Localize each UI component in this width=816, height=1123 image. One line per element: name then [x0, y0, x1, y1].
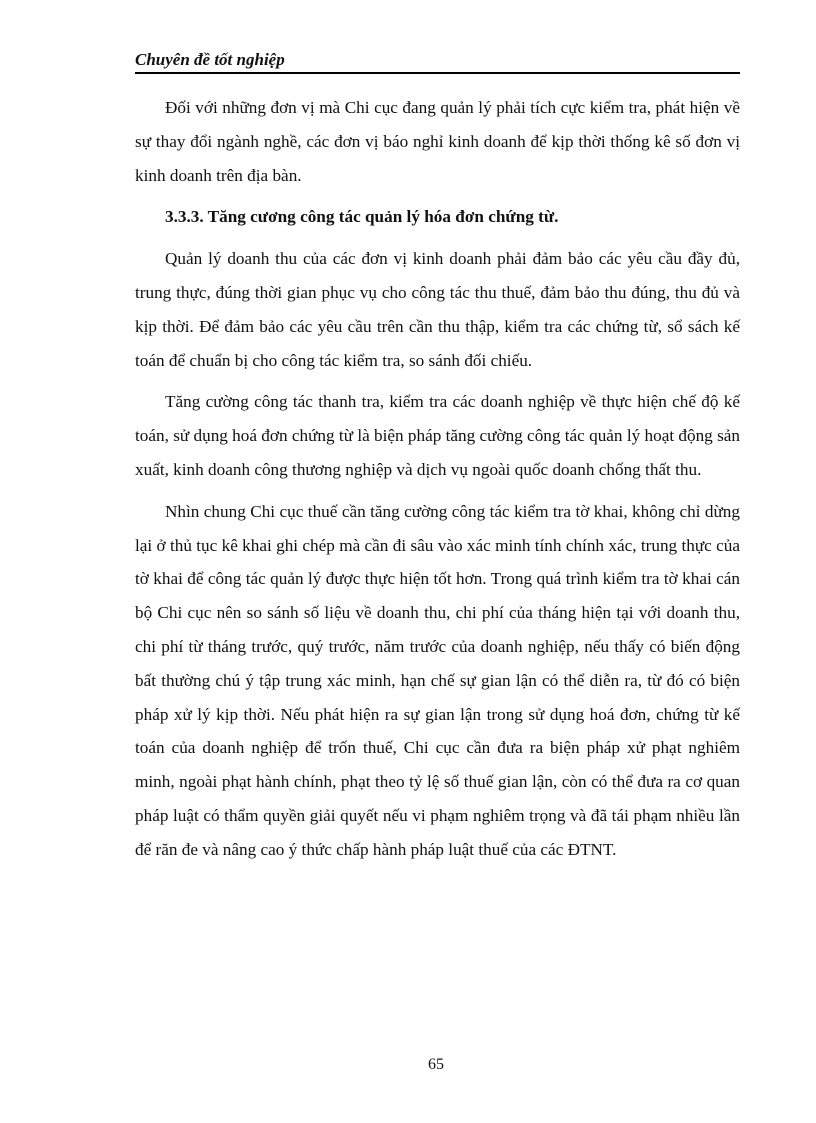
paragraph-3: Tăng cường công tác thanh tra, kiểm tra các doanh nghiệp về thực hiện chế độ kế toán, sử dụng hoá đơn chứng từ là biện pháp tăng cường công tác quản lý hoạt động sản xuất, kinh doanh công thương nghiệp và dịch vụ ngoài quốc doanh chống thất thu.: [135, 392, 740, 479]
page-header: [135, 48, 740, 74]
paragraph-1: Đối với những đơn vị mà Chi cục đang quản lý phải tích cực kiểm tra, phát hiện về sự thay đổi ngành nghề, các đơn vị báo nghỉ kinh doanh để kịp thời thống kê số đơn vị kinh doanh trên địa bàn.: [135, 98, 740, 185]
page-number: 65: [428, 1056, 444, 1073]
paragraph-4: Nhìn chung Chi cục thuế cần tăng cường công tác kiểm tra tờ khai, không chỉ dừng lại ở thủ tục kê khai ghi chép mà cần đi sâu vào xác minh tính chính xác, trung thực của tờ khai để công tác quản lý được thực hiện tốt hơn. Trong quá trình kiểm tra tờ khai cán bộ Chi cục nên so sánh số liệu về doanh thu, chi phí của tháng hiện tại với doanh thu, chi phí từ tháng trước, quý trước, năm trước của doanh nghiệp, nếu thấy có biến động bất thường chú ý tập trung xác minh, hạn chế sự gian lận có thể diễn ra, từ đó có biện pháp xử lý kịp thời. Nếu phát hiện ra sự gian lận trong sử dụng hoá đơn, chứng từ kế toán của doanh nghiệp để trốn thuế, Chi cục cần đưa ra biện pháp xử phạt nghiêm minh, ngoài phạt hành chính, phạt theo tỷ lệ số thuế gian lận, còn có thể đưa ra cơ quan pháp luật có thẩm quyền giải quyết nếu vi phạm nghiêm trọng và đã tái phạm nhiều lần để răn đe và nâng cao ý thức chấp hành pháp luật thuế của các ĐTNT.: [135, 501, 740, 859]
paragraph-2: Quản lý doanh thu của các đơn vị kinh doanh phải đảm bảo các yêu cầu đầy đủ, trung thực, đúng thời gian phục vụ cho công tác thu thuế, đảm bảo thu đúng, thu đủ và kịp thời. Để đảm bảo các yêu cầu trên cần thu thập, kiểm tra các chứng từ, sổ sách kế toán để chuẩn bị cho công tác kiểm tra, so sánh đối chiếu.: [135, 249, 740, 370]
section-heading: 3.3.3. Tăng cương công tác quản lý hóa đơn chứng từ.: [165, 207, 559, 227]
header-title: Chuyên đề tốt nghiệp: [135, 50, 285, 69]
document-body: [135, 91, 740, 875]
